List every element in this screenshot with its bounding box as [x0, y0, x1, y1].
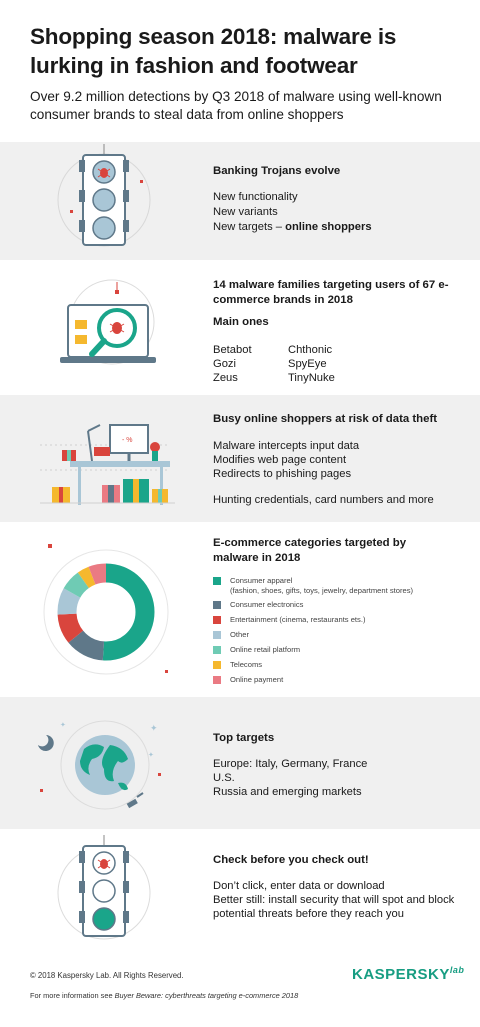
legend-item — [213, 600, 413, 610]
family-zeus: Zeus — [213, 372, 238, 384]
legend-label: Consumer electronics — [230, 600, 304, 609]
traffic-light-bug-icon — [0, 829, 200, 955]
section-top-targets — [0, 697, 480, 829]
targets-line-1: Europe: Italy, Germany, France — [213, 758, 368, 770]
kaspersky-logo — [352, 965, 464, 983]
family-chthonic: Chthonic — [288, 344, 333, 356]
targets-line-3: Russia and emerging markets — [213, 786, 362, 798]
legend-label: Online retail platform — [230, 644, 301, 654]
check-line-1: Don’t click, enter data or download — [213, 880, 385, 892]
section-banking-trojans — [0, 142, 480, 260]
more-info-prefix: For more information see — [30, 991, 115, 1000]
legend-swatch — [213, 577, 221, 585]
family-tinynuke: TinyNuke — [288, 372, 335, 384]
targets-heading: Top targets — [213, 732, 275, 744]
categories-heading: E-commerce categories targeted by malware in 2018 — [213, 537, 407, 564]
legend-swatch — [213, 661, 221, 669]
section-check-out — [0, 829, 480, 955]
shoppers-heading: Busy online shoppers at risk of data theft — [213, 413, 438, 425]
legend-item — [213, 660, 413, 670]
legend-swatch — [213, 601, 221, 609]
report-title: Buyer Beware: cyberthreats targeting e-commerce 2018 — [114, 991, 299, 1000]
legend-item — [213, 675, 413, 685]
traffic-light-bug-icon — [0, 142, 200, 260]
logo-text: KASPERSKY — [352, 966, 450, 983]
header — [0, 0, 480, 142]
trojans-line-3-bold: online shoppers — [285, 221, 372, 233]
trojans-line-3 — [213, 220, 372, 234]
shoppers-line-3: Redirects to phishing pages — [213, 468, 352, 480]
screen-percent-label: - % — [122, 437, 133, 444]
family-betabot: Betabot — [213, 344, 252, 356]
legend-item — [213, 645, 413, 655]
targets-line-2: U.S. — [213, 772, 235, 784]
chart-legend — [213, 576, 413, 690]
star-icon: ✦ — [150, 723, 158, 733]
section-busy-shoppers — [0, 395, 480, 522]
star-icon: ✦ — [60, 722, 66, 729]
section-categories — [0, 522, 480, 697]
trojans-heading: Banking Trojans evolve — [213, 165, 341, 177]
legend-swatch — [213, 646, 221, 654]
laptop-magnifier-bug-icon — [0, 260, 200, 395]
families-subheading: Main ones — [213, 316, 269, 328]
check-line-2: Better still: install security that will spot and block potential threats before they reach you — [213, 894, 455, 920]
trojans-line-3-prefix: New targets – — [213, 221, 286, 233]
shoppers-line-1: Malware intercepts input data — [213, 440, 360, 452]
family-gozi: Gozi — [213, 358, 237, 370]
logo-sup: lab — [449, 965, 465, 975]
trojans-line-1: New functionality — [213, 191, 298, 203]
shoppers-extra: Hunting credentials, card numbers and more — [213, 494, 434, 506]
trojans-line-2: New variants — [213, 206, 278, 218]
star-icon: ✦ — [148, 752, 154, 759]
shoppers-line-2: Modifies web page content — [213, 454, 347, 466]
legend-swatch — [213, 676, 221, 684]
copyright: © 2018 Kaspersky Lab. All Rights Reserved. — [30, 971, 184, 980]
categories-donut-chart — [0, 522, 200, 697]
deco-dot — [165, 670, 168, 673]
legend-swatch — [213, 616, 221, 624]
page-subtitle: Over 9.2 million detections by Q3 2018 of malware using well-known consumer brands to steal data from online shoppers — [30, 89, 442, 122]
legend-item — [213, 615, 413, 625]
families-heading: 14 malware families targeting users of 67 e-commerce brands in 2018 — [213, 279, 449, 306]
footer — [0, 955, 480, 1027]
legend-label: Entertainment (cinema, restaurants ets.) — [230, 615, 366, 624]
legend-swatch — [213, 631, 221, 639]
deco-dot — [48, 544, 52, 548]
desk-gifts-icon — [0, 395, 200, 522]
legend-label: Other — [230, 629, 249, 639]
globe-satellite-icon — [0, 697, 200, 829]
family-spyeye: SpyEye — [288, 358, 327, 370]
page-title: Shopping season 2018: malware is lurking in fashion and footwear — [30, 24, 397, 78]
more-info — [30, 991, 298, 1000]
legend-label: Online payment — [230, 674, 284, 684]
legend-label: Consumer apparel — [230, 576, 293, 585]
legend-label: Telecoms — [230, 659, 263, 669]
legend-note: (fashion, shoes, gifts, toys, jewelry, department stores) — [230, 585, 414, 595]
legend-item — [213, 576, 413, 595]
legend-item — [213, 630, 413, 640]
section-malware-families — [0, 260, 480, 395]
check-heading: Check before you check out! — [213, 854, 369, 866]
